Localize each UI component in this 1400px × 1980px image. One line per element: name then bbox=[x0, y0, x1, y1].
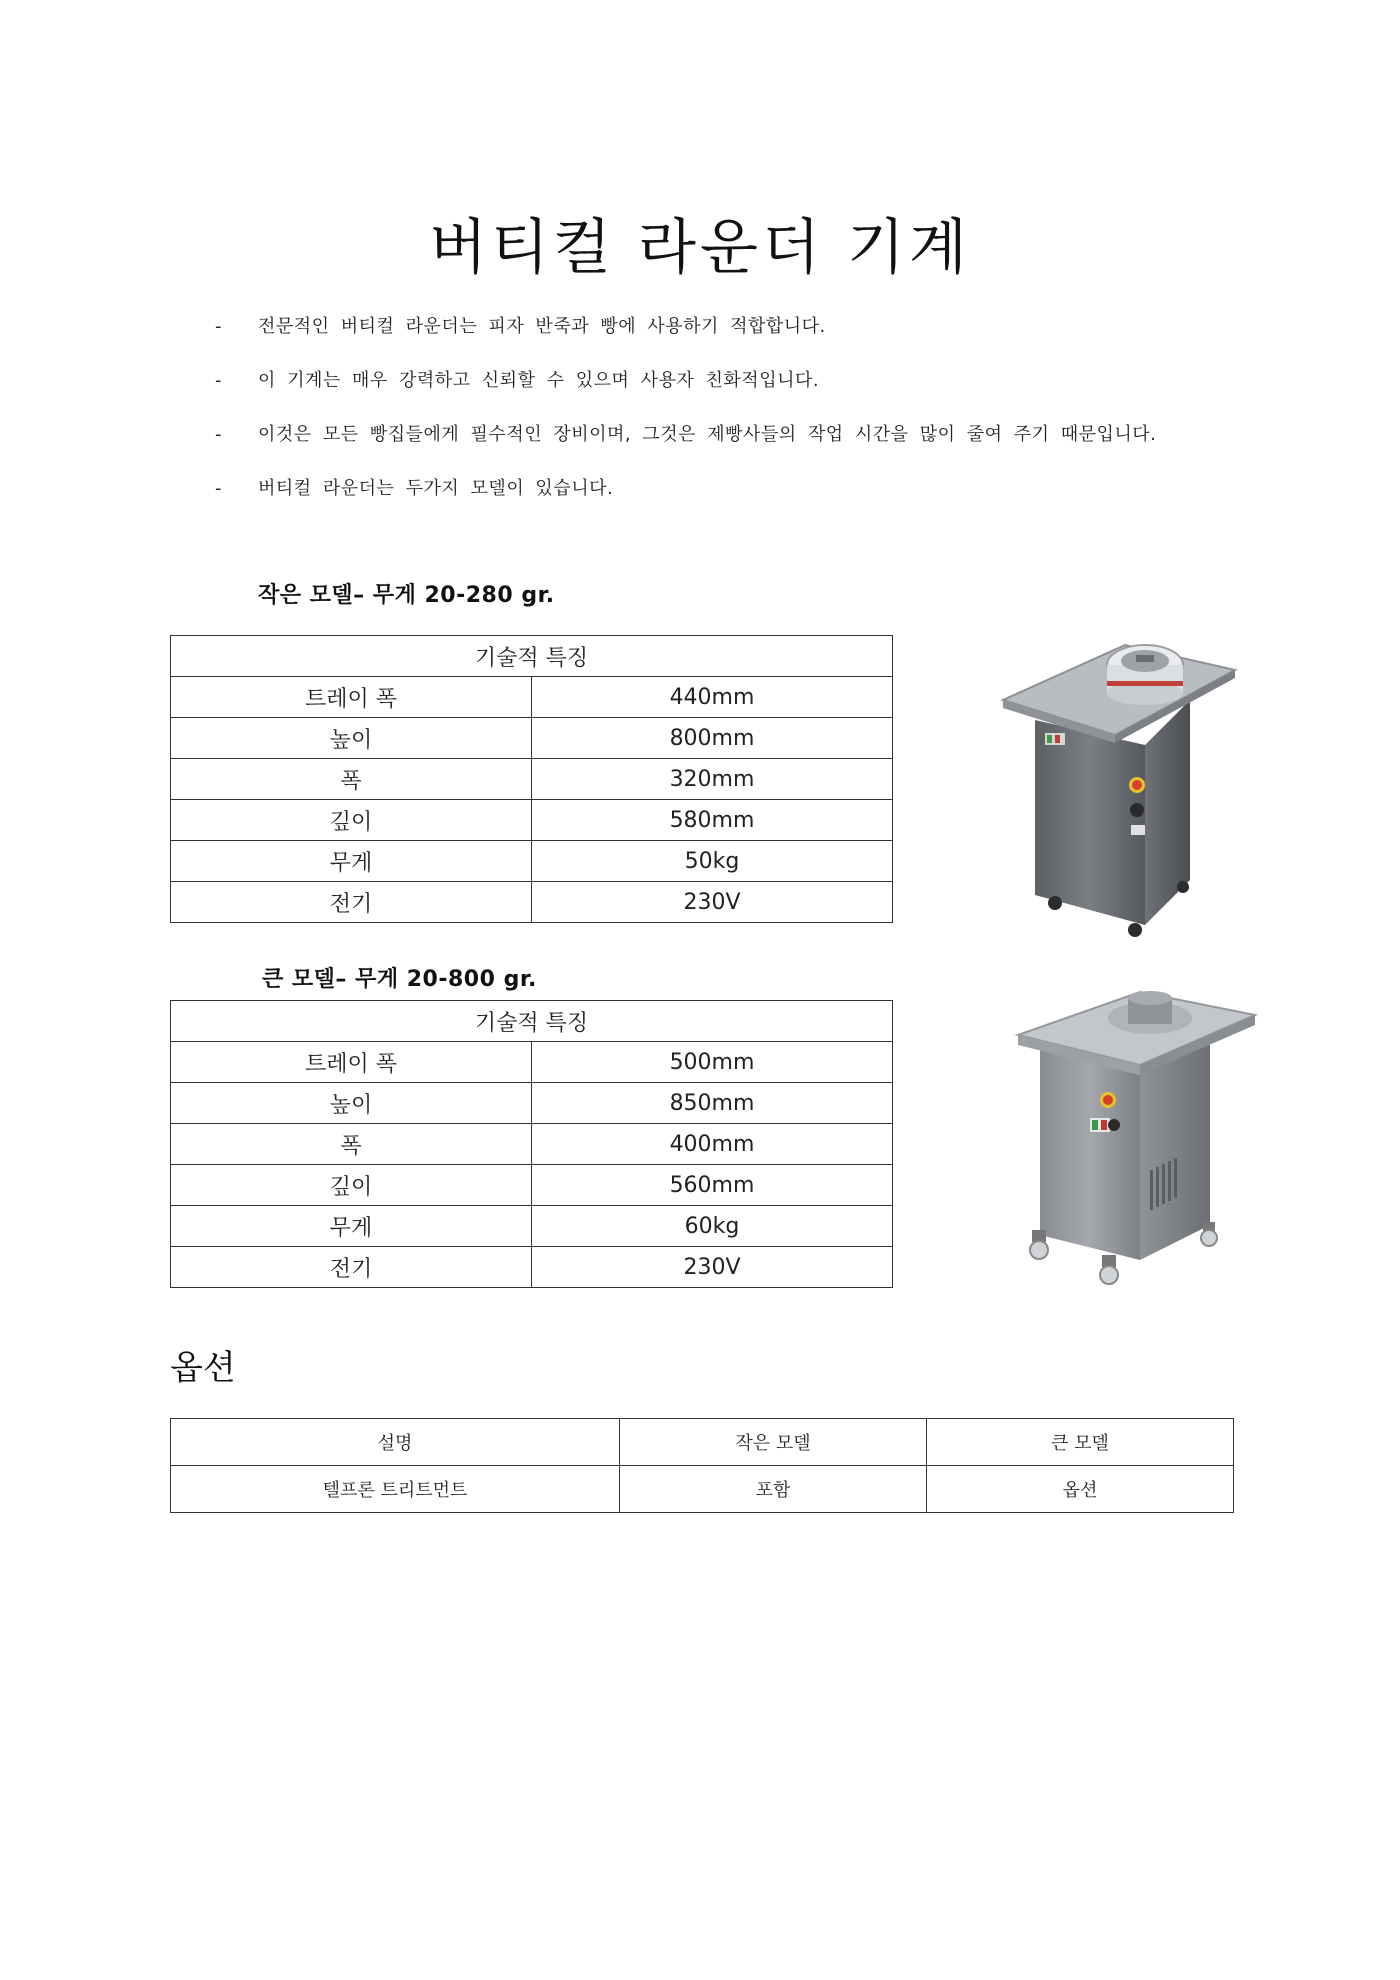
small-model-machine-image bbox=[995, 625, 1255, 945]
large-model-machine-image bbox=[1010, 990, 1270, 1310]
table-row bbox=[171, 1247, 893, 1288]
spec-value: 230V bbox=[532, 1247, 893, 1288]
page-title: 버티컬 라운더 기계 bbox=[429, 213, 971, 283]
table-row bbox=[171, 800, 893, 841]
bullet-text: 버티컬 라운더는 두가지 모델이 있습니다. bbox=[258, 478, 614, 499]
spec-label: 높이 bbox=[171, 1083, 532, 1124]
table-row bbox=[171, 759, 893, 800]
bullet-item bbox=[215, 423, 1215, 477]
small-model-spec-table bbox=[170, 635, 893, 923]
table-row bbox=[171, 1466, 1234, 1513]
options-title: 옵션 bbox=[170, 1348, 236, 1388]
bullet-item bbox=[215, 369, 1215, 423]
spec-value: 800mm bbox=[532, 718, 893, 759]
spec-label: 트레이 폭 bbox=[171, 677, 532, 718]
bullet-dash: - bbox=[215, 424, 222, 445]
spec-value: 500mm bbox=[532, 1042, 893, 1083]
table-header: 기술적 특징 bbox=[171, 636, 893, 677]
table-header-row bbox=[171, 1419, 1234, 1466]
table-row bbox=[171, 1083, 893, 1124]
bullet-text: 이 기계는 매우 강력하고 신뢰할 수 있으며 사용자 친화적입니다. bbox=[258, 370, 820, 391]
table-header-row bbox=[171, 1001, 893, 1042]
table-row bbox=[171, 1124, 893, 1165]
table-row bbox=[171, 1206, 893, 1247]
spec-value: 50kg bbox=[532, 841, 893, 882]
large-model-heading: 큰 모델– 무게 20-800 gr. bbox=[262, 967, 537, 992]
spec-label: 무게 bbox=[171, 841, 532, 882]
table-row bbox=[171, 1165, 893, 1206]
bullet-text: 이것은 모든 빵집들에게 필수적인 장비이며, 그것은 제빵사들의 작업 시간을 많이 줄여 주기 때문입니다. bbox=[258, 424, 1157, 445]
spec-label: 무게 bbox=[171, 1206, 532, 1247]
spec-value: 580mm bbox=[532, 800, 893, 841]
spec-value: 850mm bbox=[532, 1083, 893, 1124]
spec-label: 깊이 bbox=[171, 1165, 532, 1206]
table-cell: 옵션 bbox=[927, 1466, 1234, 1513]
column-header: 설명 bbox=[171, 1419, 620, 1466]
bullet-dash: - bbox=[215, 478, 222, 499]
table-row bbox=[171, 1042, 893, 1083]
spec-label: 높이 bbox=[171, 718, 532, 759]
bullet-dash: - bbox=[215, 316, 222, 337]
table-row bbox=[171, 841, 893, 882]
bullet-item bbox=[215, 315, 1215, 369]
bullet-dash: - bbox=[215, 370, 222, 391]
spec-value: 320mm bbox=[532, 759, 893, 800]
spec-label: 전기 bbox=[171, 1247, 532, 1288]
table-cell: 포함 bbox=[620, 1466, 927, 1513]
table-row bbox=[171, 882, 893, 923]
large-model-spec-table bbox=[170, 1000, 893, 1288]
spec-label: 트레이 폭 bbox=[171, 1042, 532, 1083]
spec-value: 440mm bbox=[532, 677, 893, 718]
bullet-item bbox=[215, 477, 1215, 531]
spec-label: 깊이 bbox=[171, 800, 532, 841]
table-cell: 텔프론 트리트먼트 bbox=[171, 1466, 620, 1513]
table-header: 기술적 특징 bbox=[171, 1001, 893, 1042]
column-header: 큰 모델 bbox=[927, 1419, 1234, 1466]
spec-value: 400mm bbox=[532, 1124, 893, 1165]
column-header: 작은 모델 bbox=[620, 1419, 927, 1466]
spec-value: 230V bbox=[532, 882, 893, 923]
spec-label: 폭 bbox=[171, 759, 532, 800]
table-header-row bbox=[171, 636, 893, 677]
options-table bbox=[170, 1418, 1234, 1513]
spec-value: 60kg bbox=[532, 1206, 893, 1247]
table-row bbox=[171, 677, 893, 718]
bullet-text: 전문적인 버티컬 라운더는 피자 반죽과 빵에 사용하기 적합합니다. bbox=[258, 316, 826, 337]
table-row bbox=[171, 718, 893, 759]
spec-label: 전기 bbox=[171, 882, 532, 923]
spec-label: 폭 bbox=[171, 1124, 532, 1165]
spec-value: 560mm bbox=[532, 1165, 893, 1206]
intro-bullet-list bbox=[215, 315, 1215, 531]
small-model-heading: 작은 모델– 무게 20-280 gr. bbox=[258, 583, 555, 608]
